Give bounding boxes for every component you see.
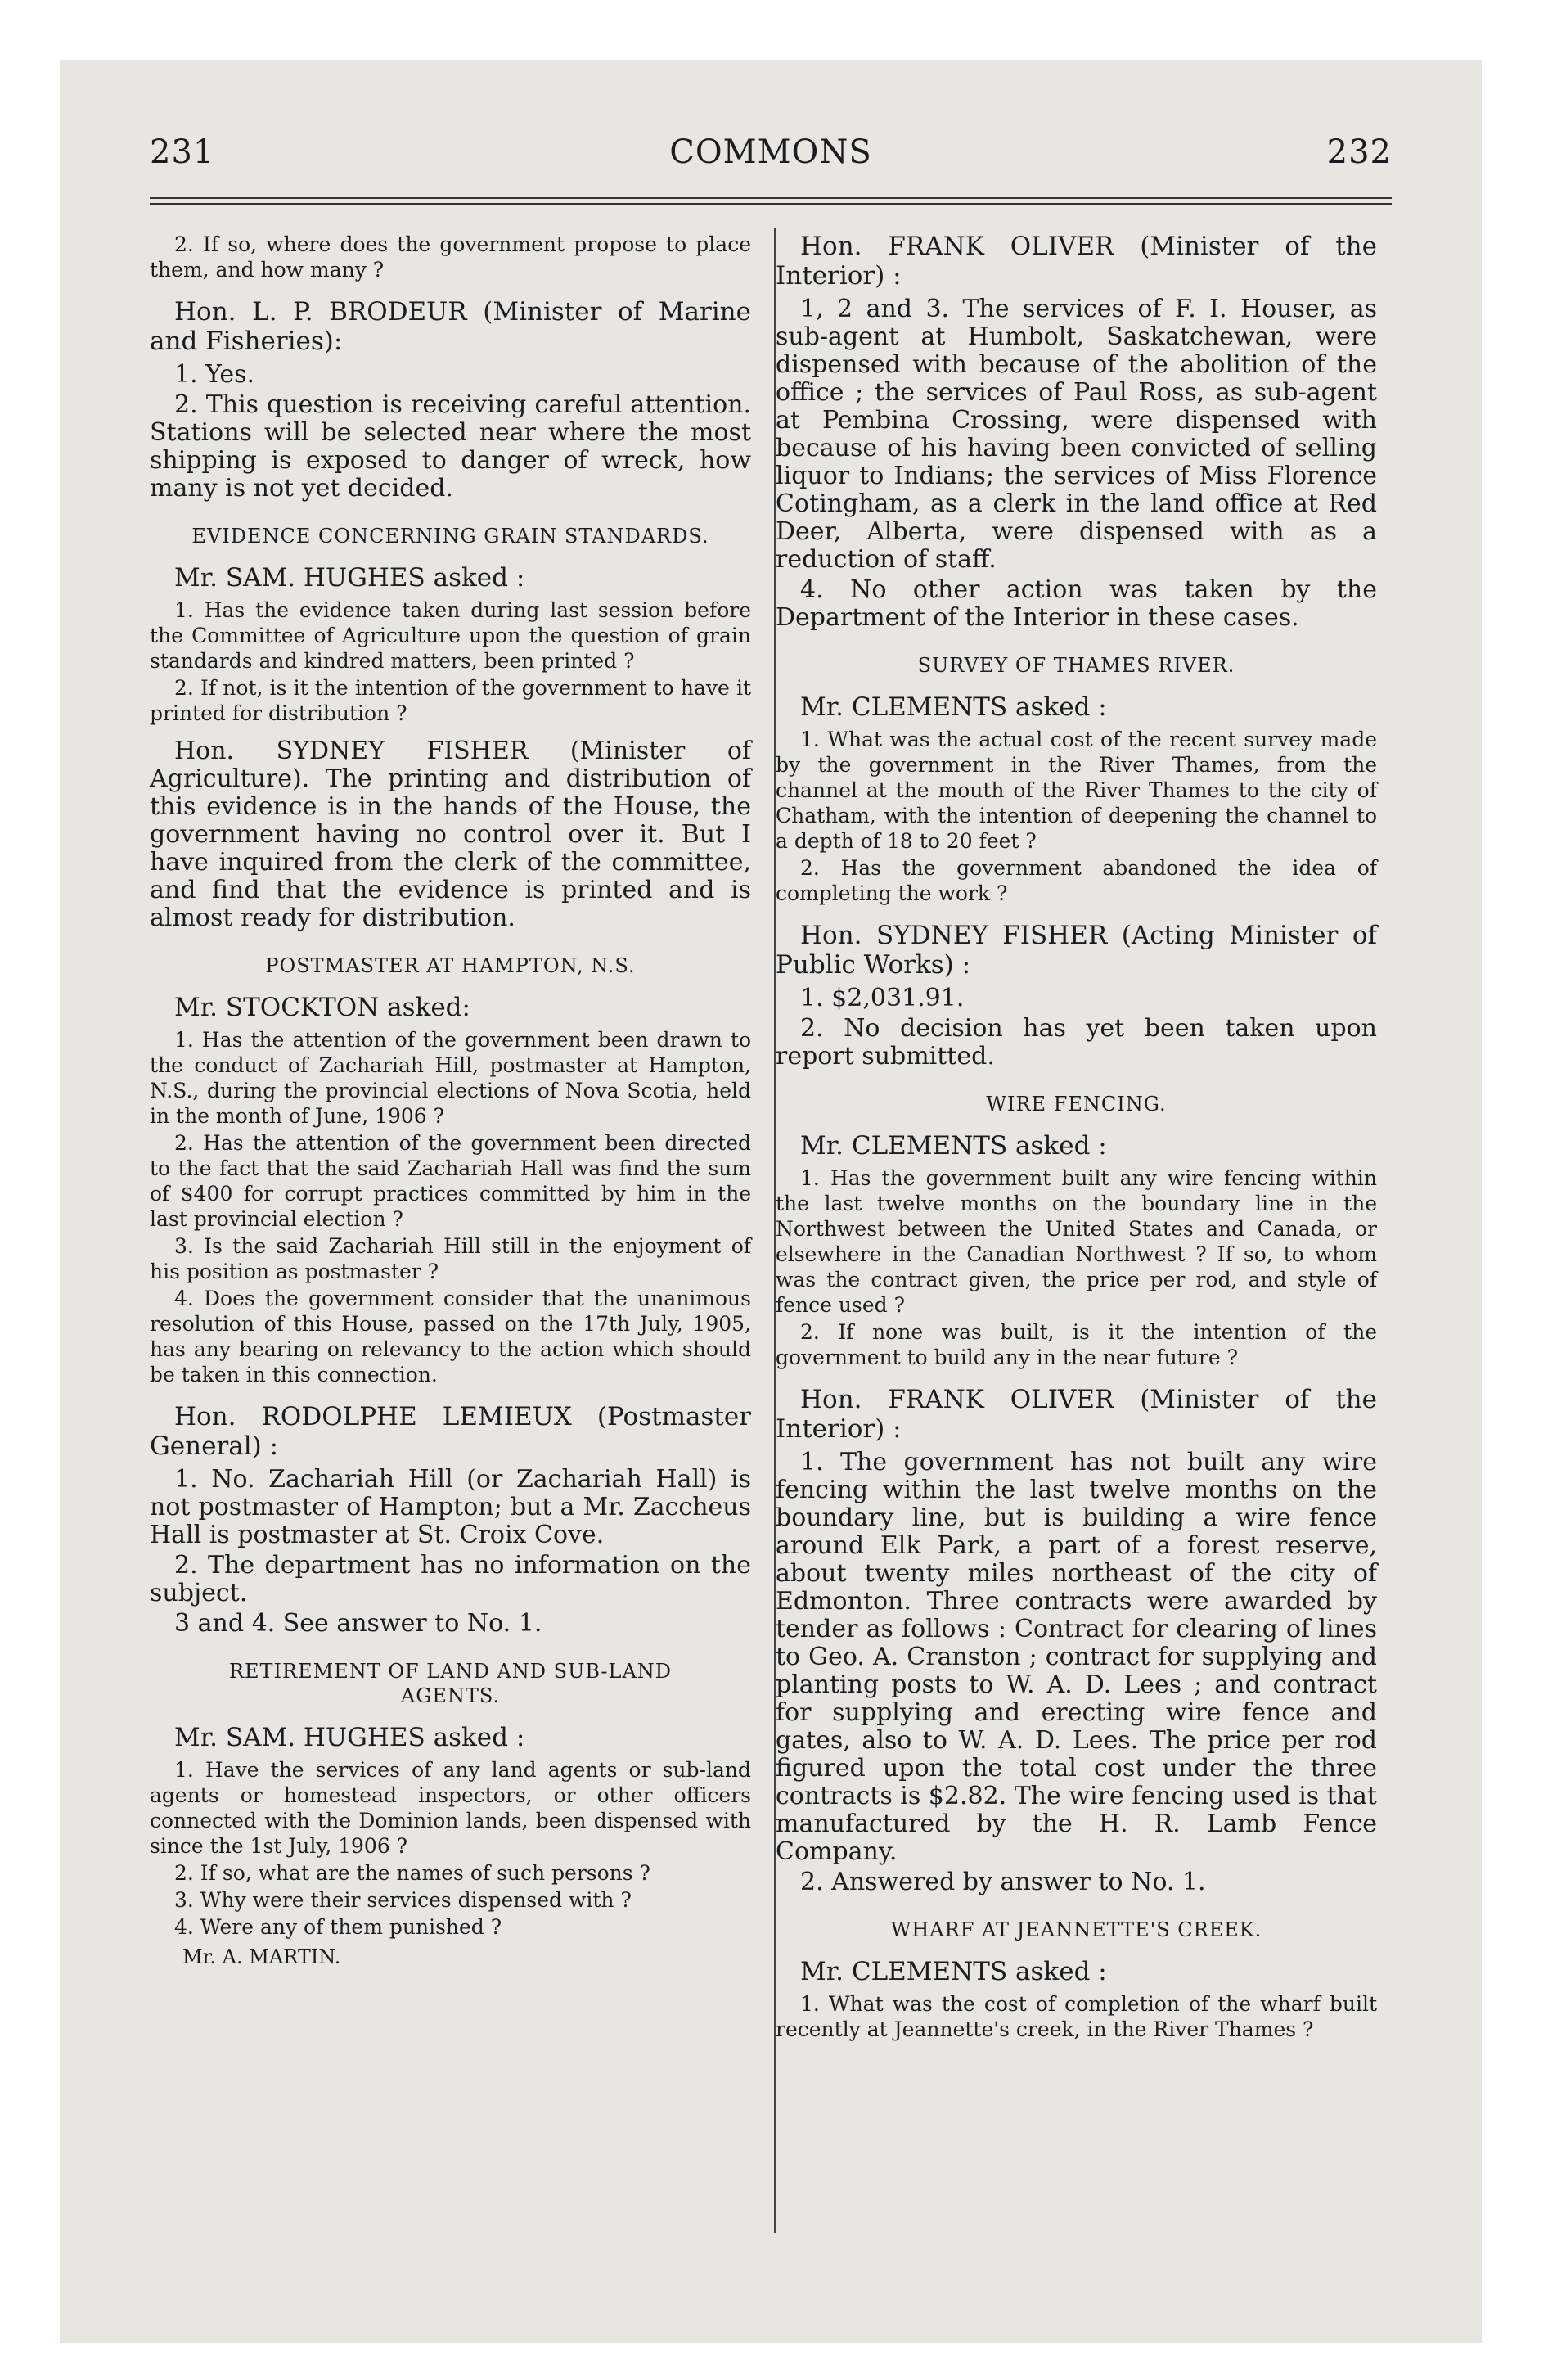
section-heading: RETIREMENT OF LAND AND SUB-LAND AGENTS.	[228, 1660, 673, 1707]
speaker-line: Hon. FRANK OLIVER (Minister of the Interior) :	[776, 232, 1377, 291]
answer-paragraph: 2. This question is receiving careful attention. Stations will be selected near where the most shipping is exposed to danger of wreck, how many is not yet decided.	[150, 390, 751, 503]
section-heading: WHARF AT JEANNETTE'S CREEK.	[890, 1918, 1262, 1941]
speaker-line: Mr. SAM. HUGHES asked :	[174, 1723, 525, 1752]
question-paragraph: 1. Has the evidence taken during last session before the Committee of Agriculture upon the question of grain standards and kindred matters, been printed ?	[150, 598, 751, 673]
question-paragraph: 3. Why were their services dispensed with ?	[174, 1888, 632, 1912]
speaker-line: Mr. SAM. HUGHES asked :	[174, 563, 525, 593]
answer-paragraph: Hon. SYDNEY FISHER (Minister of Agriculture). The printing and distribution of this evidence is in the hands of the House, the government having no control over it. But I have inquired from the clerk of the committee, and find that the evidence is printed and is almost ready for distribution.	[150, 737, 751, 932]
section-heading: SURVEY OF THAMES RIVER.	[917, 654, 1235, 677]
answer-paragraph: 2. No decision has yet been taken upon report submitted.	[776, 1014, 1377, 1071]
left-column	[150, 232, 751, 1970]
question-paragraph: 3. Is the said Zachariah Hill still in the enjoyment of his position as postmaster ?	[150, 1234, 751, 1283]
page-title: COMMONS	[669, 133, 872, 171]
page-scan	[60, 60, 1482, 2343]
section-heading: WIRE FENCING.	[986, 1093, 1167, 1116]
section-heading: POSTMASTER AT HAMPTON, N.S.	[265, 954, 636, 977]
question-paragraph: 1. What was the actual cost of the recent survey made by the government in the River Thames, from the channel at the mouth of the River Thames to the city of Chatham, with the intention of deepening the channel to a depth of 18 to 20 feet ?	[776, 728, 1377, 853]
question-paragraph: 1. What was the cost of completion of the wharf built recently at Jeannette's creek, in the River Thames ?	[776, 1992, 1377, 2041]
question-paragraph: 4. Were any of them punished ?	[174, 1915, 502, 1939]
speaker-line: Hon. L. P. BRODEUR (Minister of Marine and Fisheries):	[150, 297, 751, 356]
answer-paragraph: 1. No. Zachariah Hill (or Zachariah Hall) is not postmaster of Hampton; but a Mr. Zaccheus Hall is postmaster at St. Croix Cove.	[150, 1465, 751, 1549]
answer-paragraph: 2. The department has no information on the subject.	[150, 1551, 751, 1607]
header-rule-bottom	[150, 203, 1392, 205]
question-paragraph: 4. Does the government consider that the unanimous resolution of this House, passed on the 17th July, 1905, has any bearing on relevancy to the action which should be taken in this connection.	[150, 1287, 751, 1386]
question-paragraph: 1. Have the services of any land agents or sub-land agents or homestead inspectors, or other officers connected with the Dominion lands, been dispensed with since the 1st July, 1906 ?	[150, 1758, 751, 1858]
question-paragraph: 2. If none was built, is it the intention of the government to build any in the near future ?	[776, 1320, 1377, 1369]
answer-paragraph: 2. Answered by answer to No. 1.	[800, 1868, 1206, 1896]
answer-paragraph: 1. Yes.	[174, 360, 255, 389]
answer-paragraph: 1. The government has not built any wire fencing within the last twelve months on the boundary line, but is building a wire fence around Elk Park, a part of a forest reserve, about twenty miles northeast of the city of Edmonton. Three contracts were awarded by tender as follows : Contract for clearing of lines to Geo. A. Cranston ; contract for supplying and planting posts to W. A. D. Lees ; and contract for supplying and erecting wire fence and gates, also to W. A. D. Lees. The price per rod figured upon the total cost under the three contracts is $2.82. The wire fencing used is that manufactured by the H. R. Lamb Fence Company.	[776, 1448, 1377, 1866]
answer-paragraph: 3 and 4. See answer to No. 1.	[174, 1609, 542, 1638]
speaker-line: Mr. CLEMENTS asked :	[800, 692, 1107, 722]
question-paragraph: 2. If so, where does the government propose to place them, and how many ?	[150, 232, 751, 282]
answer-paragraph: 1. $2,031.91.	[800, 984, 965, 1012]
question-paragraph: 2. Has the government abandoned the idea of completing the work ?	[776, 856, 1377, 905]
question-paragraph: 2. If so, what are the names of such persons ?	[174, 1861, 650, 1885]
header-rule-top	[150, 197, 1392, 199]
speaker-line: Mr. CLEMENTS asked :	[800, 1131, 1107, 1161]
speaker-line: Mr. CLEMENTS asked :	[800, 1957, 1107, 1986]
page-header	[150, 133, 1392, 191]
speaker-line: Hon. FRANK OLIVER (Minister of the Interior) :	[776, 1385, 1377, 1444]
page-number-left: 231	[150, 133, 215, 171]
page-number-right: 232	[1326, 133, 1392, 171]
speaker-line: Hon. RODOLPHE LEMIEUX (Postmaster General) :	[150, 1402, 751, 1461]
right-column	[776, 232, 1377, 2044]
question-paragraph: 2. Has the attention of the government been directed to the fact that the said Zachariah Hall was find the sum of $400 for corrupt practices committed by him in the last provincial election ?	[150, 1131, 751, 1231]
speaker-line: Hon. SYDNEY FISHER (Acting Minister of Public Works) :	[776, 921, 1377, 980]
question-paragraph: 1. Has the government built any wire fencing within the last twelve months on the boundary line in the Northwest between the United States and Canada, or elsewhere in the Canadian Northwest ? If so, to whom was the contract given, the price per rod, and style of fence used ?	[776, 1166, 1377, 1317]
answer-paragraph: 4. No other action was taken by the Department of the Interior in these cases.	[776, 575, 1377, 632]
answer-paragraph: 1, 2 and 3. The services of F. I. Houser, as sub-agent at Humbolt, Saskatchewan, were dispensed with because of the abolition of the office ; the services of Paul Ross, as sub-agent at Pembina Crossing, were dispensed with because of his having been convicted of selling liquor to Indians; the services of Miss Florence Cotingham, as a clerk in the land office at Red Deer, Alberta, were dispensed with as a reduction of staff.	[776, 295, 1377, 574]
speaker-line: Mr. STOCKTON asked:	[174, 993, 470, 1022]
question-paragraph: 2. If not, is it the intention of the government to have it printed for distribution ?	[150, 676, 751, 725]
member-name: Mr. A. MARTIN.	[182, 1945, 341, 1968]
section-heading: EVIDENCE CONCERNING GRAIN STANDARDS.	[191, 525, 709, 548]
question-paragraph: 1. Has the attention of the government been drawn to the conduct of Zachariah Hill, postmaster at Hampton, N.S., during the provincial elections of Nova Scotia, held in the month of June, 1906 ?	[150, 1028, 751, 1128]
